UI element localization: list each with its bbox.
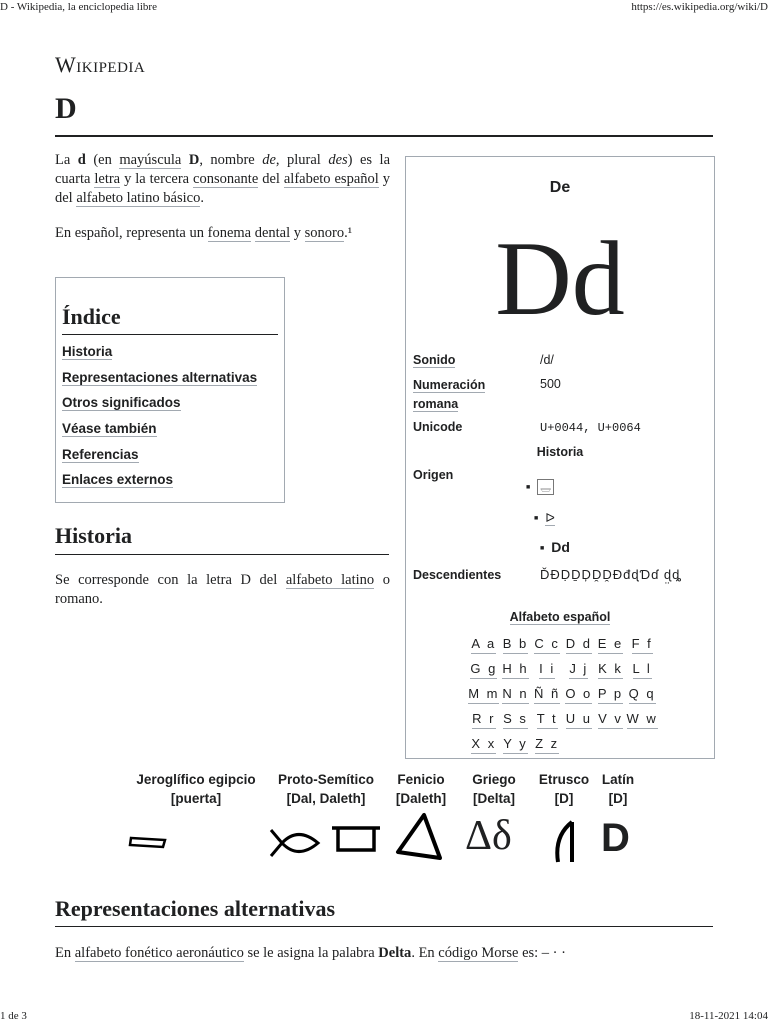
infobox-label-origen: Origen xyxy=(413,468,454,482)
inline-link[interactable]: fonema xyxy=(207,225,252,241)
bold-text: D xyxy=(188,152,200,168)
heading-representaciones: Representaciones alternativas xyxy=(55,896,336,921)
text-run: . En xyxy=(411,945,439,961)
inline-link[interactable]: mayúscula xyxy=(119,152,182,168)
print-url: https://es.wikipedia.org/wiki/D xyxy=(631,1,768,13)
representaciones-paragraph xyxy=(55,944,713,963)
text-run: En xyxy=(55,945,75,961)
infobox-historia-header: Historia xyxy=(536,445,584,459)
alfabeto-letter-link[interactable]: H h xyxy=(502,659,528,679)
inline-link[interactable]: código Morse xyxy=(438,945,519,961)
text-run: La xyxy=(55,152,78,168)
intro-paragraph-2 xyxy=(55,224,390,243)
historia-paragraph xyxy=(55,571,390,609)
alfabeto-letter-link[interactable]: D d xyxy=(566,634,592,654)
infobox-value-sonido: /d/ xyxy=(540,353,554,367)
text-run: se le asigna la palabra xyxy=(243,945,379,961)
infobox-value-unicode: U+0044, U+0064 xyxy=(540,421,641,435)
toc-item xyxy=(62,447,257,473)
evolution-label-egipcio: Jeroglífico egipcio [puerta] xyxy=(136,772,256,806)
evolution-label-griego: Griego [Delta] xyxy=(472,772,516,806)
alfabeto-espanol-title: Alfabeto español xyxy=(509,610,611,624)
toc-link-enlaces-externos[interactable]: Enlaces externos xyxy=(62,472,174,488)
toc-link-representaciones[interactable]: Representaciones alternativas xyxy=(62,369,258,385)
title-divider xyxy=(55,135,713,137)
alfabeto-letter-link[interactable]: U u xyxy=(566,709,592,729)
infobox xyxy=(405,156,715,759)
wikipedia-logo[interactable]: Wikipedia xyxy=(55,52,146,77)
table-of-contents xyxy=(55,277,285,503)
alfabeto-grid xyxy=(468,634,658,754)
alfabeto-letter-link[interactable]: C c xyxy=(534,634,560,654)
inline-link[interactable]: alfabeto español xyxy=(283,171,379,187)
alfabeto-letter-link[interactable]: F f xyxy=(632,634,653,654)
bold-text: d xyxy=(77,152,86,168)
text-run: , plural xyxy=(275,152,329,168)
origen-item-protosemitic: ■ ᐅ xyxy=(534,510,555,525)
alfabeto-letter-link[interactable]: I i xyxy=(539,659,555,679)
inline-link[interactable]: sonoro xyxy=(304,225,345,241)
inline-link[interactable]: alfabeto fonético aeronáutico xyxy=(74,945,244,961)
alfabeto-letter-link[interactable]: V v xyxy=(598,709,623,729)
origen-item-latin: ■ Dd xyxy=(540,539,570,555)
alfabeto-letter-link[interactable]: S s xyxy=(503,709,528,729)
infobox-value-numeracion: 500 xyxy=(540,377,561,391)
toc-item xyxy=(62,370,257,396)
etruscan-d-glyph xyxy=(552,818,582,866)
toc-link-vease-tambien[interactable]: Véase también xyxy=(62,421,157,437)
evolution-label-etrusco: Etrusco [D] xyxy=(538,772,590,806)
toc-item xyxy=(62,395,257,421)
representaciones-divider xyxy=(55,926,713,927)
text-run: del xyxy=(258,171,284,187)
text-run: y del xyxy=(55,171,390,206)
text-run: , nombre xyxy=(199,152,263,168)
bold-text: Delta xyxy=(378,945,412,961)
infobox-label-sonido: Sonido xyxy=(413,353,456,367)
infobox-label-unicode: Unicode xyxy=(413,420,463,434)
evolution-label-fenicio: Fenicio [Daleth] xyxy=(395,772,447,806)
alfabeto-letter-link[interactable]: Q q xyxy=(629,684,656,704)
alfabeto-letter-link[interactable]: Z z xyxy=(535,734,559,754)
evolution-label-latin: Latín [D] xyxy=(601,772,635,806)
evolution-label-protosemitico: Proto-Semítico [Dal, Daleth] xyxy=(277,772,374,806)
text-run: En español, representa un xyxy=(55,225,208,241)
text-run: ) es la cuarta xyxy=(55,152,391,187)
alfabeto-letter-link[interactable]: E e xyxy=(598,634,624,654)
italic-text: de xyxy=(262,152,276,168)
toc-item xyxy=(62,344,257,370)
alfabeto-letter-link[interactable]: R r xyxy=(472,709,495,729)
alfabeto-letter-link[interactable]: W w xyxy=(627,709,658,729)
latin-d-glyph: D xyxy=(601,816,630,860)
toc-list xyxy=(62,344,257,498)
text-run: y la tercera xyxy=(120,171,194,187)
text-run: Se corresponde con la letra D del xyxy=(55,572,286,588)
print-date: 18-11-2021 14:04 xyxy=(689,1010,768,1022)
infobox-caption: De xyxy=(549,179,571,196)
infobox-value-descendientes[interactable]: ĎĐḌḎḐḒḒƉđɖƊɗ ɖ̤ȡ xyxy=(540,567,683,582)
infobox-label-descendientes: Descendientes xyxy=(413,568,502,582)
inline-link[interactable]: letra xyxy=(94,171,121,187)
toc-divider xyxy=(62,334,278,335)
protosemitic-fish-door-glyph xyxy=(268,822,386,864)
toc-item xyxy=(62,472,257,498)
inline-link[interactable]: consonante xyxy=(193,171,259,187)
heading-historia: Historia xyxy=(55,523,132,548)
greek-delta-glyph: Δδ xyxy=(465,813,512,859)
text-run: .¹ xyxy=(344,225,353,241)
alfabeto-letter-link[interactable]: Y y xyxy=(503,734,528,754)
text-run: . xyxy=(200,190,204,206)
page-title: D xyxy=(55,92,77,125)
alfabeto-letter-link[interactable]: X x xyxy=(471,734,496,754)
text-run: es: – · · xyxy=(518,945,566,961)
alfabeto-letter-link[interactable]: A a xyxy=(471,634,496,654)
egyptian-door-glyph xyxy=(128,832,168,852)
inline-link[interactable]: alfabeto latino básico xyxy=(76,190,201,206)
print-footer xyxy=(0,1008,768,1024)
infobox-letter-glyph: Dd xyxy=(495,220,625,337)
toc-link-otros-significados[interactable]: Otros significados xyxy=(62,395,181,411)
alfabeto-letter-link[interactable]: K k xyxy=(598,659,623,679)
toc-link-historia[interactable]: Historia xyxy=(62,344,113,359)
alfabeto-letter-link[interactable]: O o xyxy=(565,684,592,704)
print-page-number: 1 de 3 xyxy=(0,1010,27,1022)
intro-paragraph-1 xyxy=(55,151,390,208)
phoenician-daleth-glyph xyxy=(394,812,448,862)
alfabeto-letter-link[interactable]: J j xyxy=(569,659,588,679)
toc-title: Índice xyxy=(62,304,121,329)
alfabeto-letter-link[interactable]: P p xyxy=(598,684,623,704)
inline-link[interactable]: dental xyxy=(254,225,291,241)
text-run: y xyxy=(290,225,305,241)
toc-item xyxy=(62,421,257,447)
alfabeto-letter-link[interactable]: Ñ ñ xyxy=(534,684,560,704)
alfabeto-letter-link[interactable]: N n xyxy=(502,684,528,704)
italic-text: des xyxy=(328,152,348,168)
alfabeto-letter-link[interactable]: L l xyxy=(633,659,652,679)
infobox-label-numeracion: Numeración romana xyxy=(413,378,486,411)
text-run: (en xyxy=(85,152,120,168)
alfabeto-letter-link[interactable]: B b xyxy=(503,634,529,654)
alfabeto-letter-link[interactable]: M m xyxy=(468,684,499,704)
inline-link[interactable]: alfabeto latino xyxy=(285,572,375,588)
print-page-title: D - Wikipedia, la enciclopedia libre xyxy=(0,1,157,13)
alfabeto-letter-link[interactable]: G g xyxy=(470,659,497,679)
historia-divider xyxy=(55,554,389,555)
print-header xyxy=(0,0,768,16)
origen-item-hieroglyph: ■ 𓉿 xyxy=(526,479,554,495)
alfabeto-letter-link[interactable]: T t xyxy=(537,709,558,729)
toc-link-referencias[interactable]: Referencias xyxy=(62,446,139,462)
text-run xyxy=(181,152,188,168)
text-run: o romano. xyxy=(55,572,391,607)
